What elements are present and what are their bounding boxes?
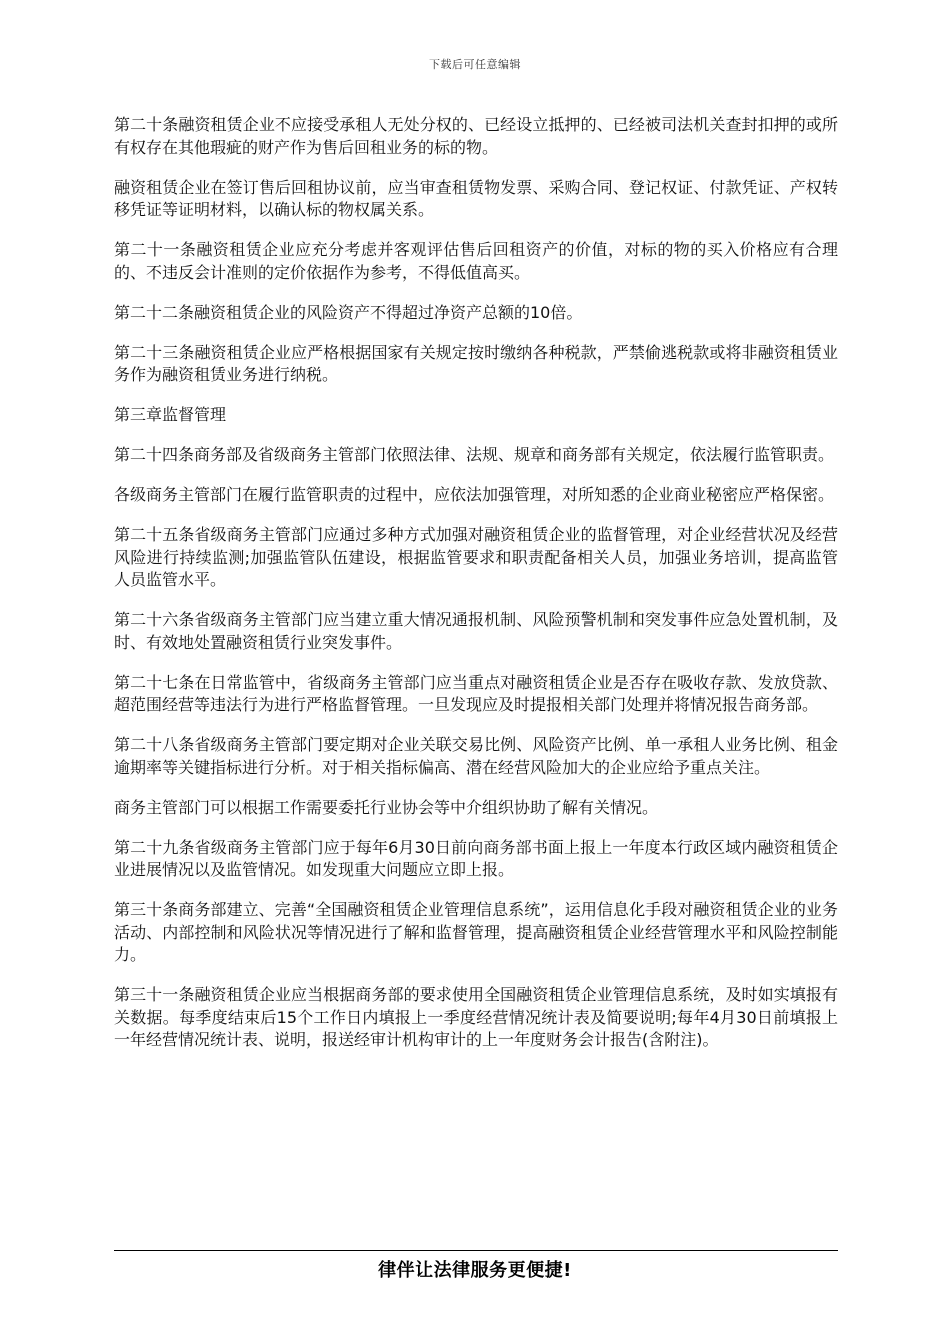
paragraph-article-23: 第二十三条融资租赁企业应严格根据国家有关规定按时缴纳各种税款，严禁偷逃税款或将非融资租赁业务作为融资租赁业务进行纳税。 xyxy=(114,342,838,384)
paragraph-article-25: 第二十五条省级商务主管部门应通过多种方式加强对融资租赁企业的监督管理，对企业经营状况及经营风险进行持续监测;加强监管队伍建设，根据监管要求和职责配备相关人员，加强业务培训，提高监管人员监管水平。 xyxy=(114,525,838,589)
paragraph-article-26: 第二十六条省级商务主管部门应当建立重大情况通报机制、风险预警机制和突发事件应急处置机制，及时、有效地处置融资租赁行业突发事件。 xyxy=(114,610,838,652)
paragraph-article-24: 第二十四条商务部及省级商务主管部门依照法律、法规、规章和商务部有关规定，依法履行监管职责。 xyxy=(114,445,835,464)
paragraph-article-29: 第二十九条省级商务主管部门应于每年6月30日前向商务部书面上报上一年度本行政区域内融资租赁企业进展情况以及监管情况。如发现重大问题应立即上报。 xyxy=(114,837,838,879)
paragraph-article-20: 第二十条融资租赁企业不应接受承租人无处分权的、已经设立抵押的、已经被司法机关查封扣押的或所有权存在其他瑕疵的财产作为售后回租业务的标的物。 xyxy=(114,115,838,157)
footer-slogan: 律伴让法律服务更便捷! xyxy=(378,1260,572,1281)
footer-divider xyxy=(114,1250,838,1251)
paragraph-leaseback-review: 融资租赁企业在签订售后回租协议前，应当审查租赁物发票、采购合同、登记权证、付款凭证、产权转移凭证等证明材料，以确认标的物权属关系。 xyxy=(114,177,838,219)
paragraph-intermediary: 商务主管部门可以根据工作需要委托行业协会等中介组织协助了解有关情况。 xyxy=(114,797,659,817)
paragraph-article-30: 第三十条商务部建立、完善“全国融资租赁企业管理信息系统”，运用信息化手段对融资租赁企业的业务活动、内部控制和风险状况等情况进行了解和监督管理，提高融资租赁企业经营管理水平和风险控制能力。 xyxy=(114,900,838,964)
paragraph-article-31: 第三十一条融资租赁企业应当根据商务部的要求使用全国融资租赁企业管理信息系统，及时如实填报有关数据。每季度结束后15个工作日内填报上一季度经营情况统计表及简要说明;每年4月30日前填报上一年经营情况统计表、说明，报送经审计机构审计的上一年度财务会计报告(含附注)。 xyxy=(114,985,838,1049)
paragraph-article-28: 第二十八条省级商务主管部门要定期对企业关联交易比例、风险资产比例、单一承租人业务比例、租金逾期率等关键指标进行分析。对于相关指标偏高、潜在经营风险加大的企业应给予重点关注。 xyxy=(114,735,838,777)
document-body xyxy=(114,114,838,1069)
paragraph-article-22: 第二十二条融资租赁企业的风险资产不得超过净资产总额的10倍。 xyxy=(114,302,583,322)
paragraph-confidentiality: 各级商务主管部门在履行监管职责的过程中，应依法加强管理，对所知悉的企业商业秘密应严格保密。 xyxy=(114,485,835,504)
paragraph-article-21: 第二十一条融资租赁企业应充分考虑并客观评估售后回租资产的价值，对标的物的买入价格应有合理的、不违反会计准则的定价依据作为参考，不得低值高买。 xyxy=(114,240,838,282)
chapter-heading-3: 第三章监督管理 xyxy=(114,405,227,424)
page-header-note: 下载后可任意编辑 xyxy=(429,58,521,71)
paragraph-article-27: 第二十七条在日常监管中，省级商务主管部门应当重点对融资租赁企业是否存在吸收存款、发放贷款、超范围经营等违法行为进行严格监督管理。一旦发现应及时提报相关部门处理并将情况报告商务部。 xyxy=(114,672,838,714)
